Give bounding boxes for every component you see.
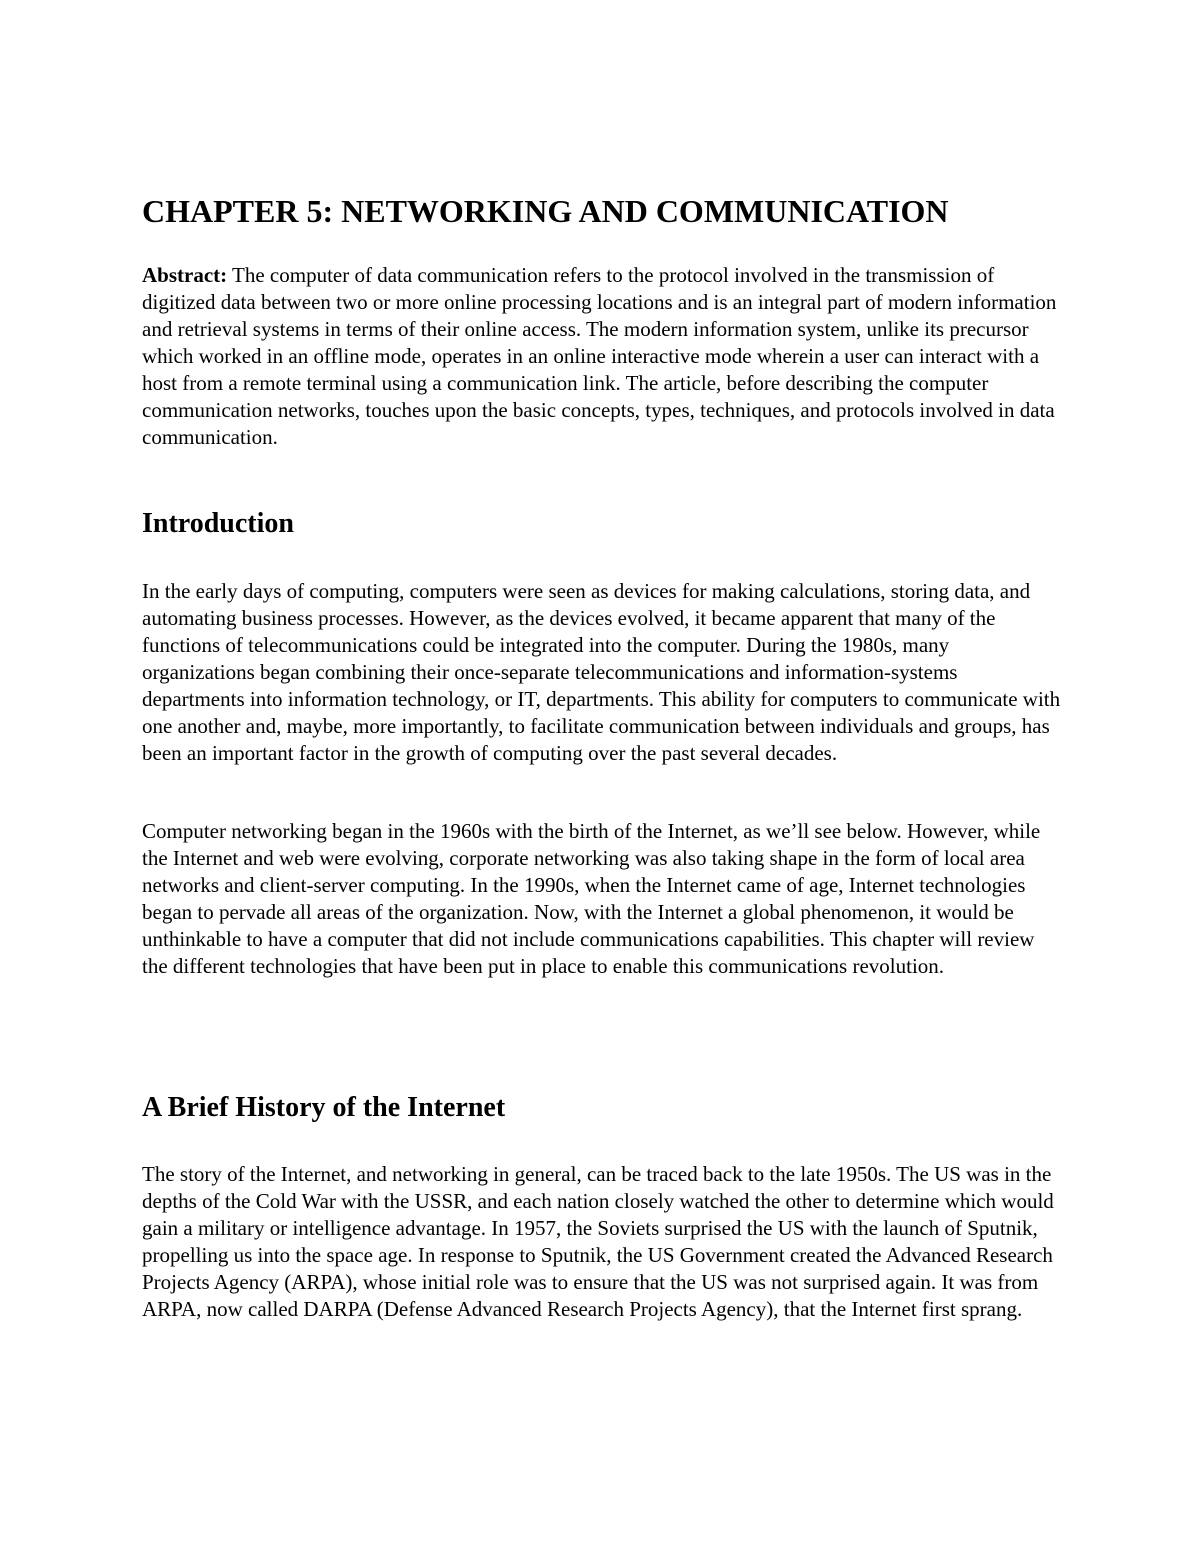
introduction-paragraph-1: In the early days of computing, computers were seen as devices for making calculations, storing data, and automating business processes. However, as the devices evolved, it became apparent that many of the functions of telecommunications could be integrated into the computer. During the 1980s, many organizations began combining their once-separate telecommunications and information-systems departments into information technology, or IT, departments. This ability for computers to communicate with one another and, maybe, more importantly, to facilitate communication between individuals and groups, has been an important factor in the growth of computing over the past several decades.	[142, 579, 1061, 765]
abstract-paragraph	[142, 262, 1062, 451]
internet-history-paragraph-1: The story of the Internet, and networking in general, can be traced back to the late 1950s. The US was in the depths of the Cold War with the USSR, and each nation closely watched the other to determine which would gain a military or intelligence advantage. In 1957, the Soviets surprised the US with the launch of Sputnik, propelling us into the space age. In response to Sputnik, the US Government created the Advanced Research Projects Agency (ARPA), whose initial role was to ensure that the US was not surprised again. It was from ARPA, now called DARPA (Defense Advanced Research Projects Agency), that the Internet first sprang.	[142, 1162, 1054, 1321]
abstract-label: Abstract:	[142, 263, 228, 287]
abstract-text: The computer of data communication refers to the protocol involved in the transmission of digitized data between two or more online processing locations and is an integral part of modern information and retrieval systems in terms of their online access. The modern information system, unlike its precursor which worked in an offline mode, operates in an online interactive mode wherein a user can interact with a host from a remote terminal using a communication link. The article, before describing the computer communication networks, touches upon the basic concepts, types, techniques, and protocols involved in data communication.	[142, 263, 1057, 449]
introduction-paragraph-2: Computer networking began in the 1960s with the birth of the Internet, as we’ll see below. However, while the Internet and web were evolving, corporate networking was also taking shape in the form of local area networks and client-server computing. In the 1990s, when the Internet came of age, Internet technologies began to pervade all areas of the organization. Now, with the Internet a global phenomenon, it would be unthinkable to have a computer that did not include communications capabilities. This chapter will review the different technologies that have been put in place to enable this communications revolution.	[142, 819, 1041, 978]
section-heading-internet-history: A Brief History of the Internet	[142, 1092, 506, 1123]
section-heading-introduction: Introduction	[142, 508, 294, 539]
chapter-title: CHAPTER 5: NETWORKING AND COMMUNICATION	[142, 193, 949, 229]
